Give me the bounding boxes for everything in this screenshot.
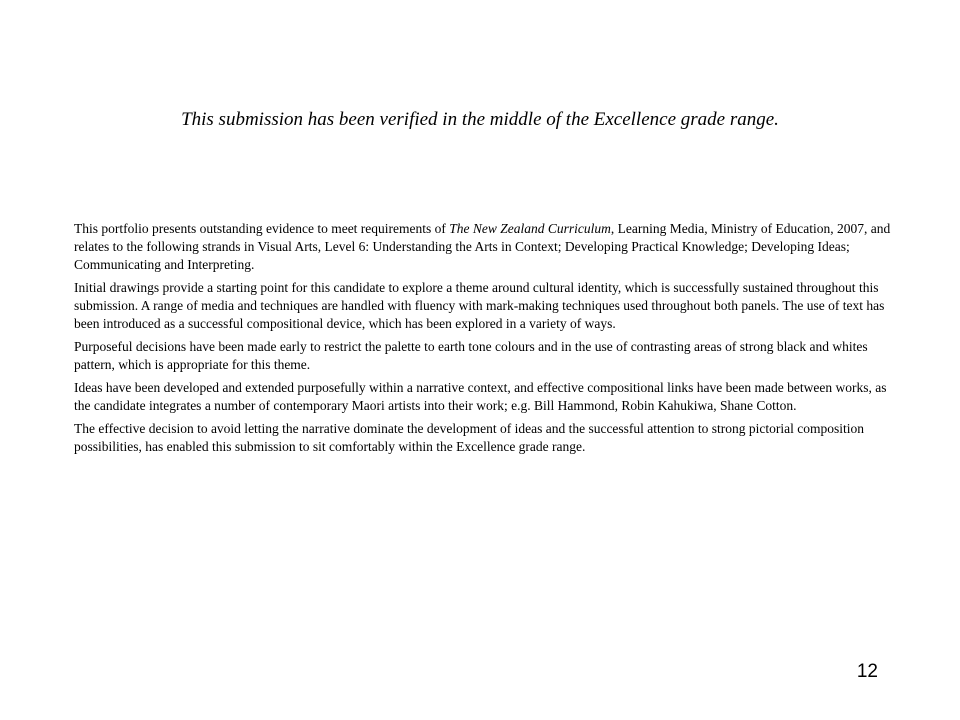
paragraph-ideas: Ideas have been developed and extended purposefully within a narrative context, and effective compositional links have been made between works, as the candidate integrates a number of contemporary Maori artists into their work; e.g. Bill Hammond, Robin Kahukiwa, Shane Cotton. bbox=[74, 380, 887, 413]
paragraph-conclusion: The effective decision to avoid letting the narrative dominate the development of ideas and the successful attention to strong pictorial composition possibilities, has enabled this submission to sit comfortably within the Excellence grade range. bbox=[74, 421, 865, 454]
paragraph-curriculum bbox=[74, 220, 904, 274]
verification-headline: This submission has been verified in the middle of the Excellence grade range. bbox=[181, 109, 779, 130]
paragraph-initial-drawings: Initial drawings provide a starting point for this candidate to explore a theme around cultural identity, which is successfully sustained throughout this submission. A range of media and techniques are handled with fluency with mark-making techniques used throughout both panels. The use of text has been introduced as a successful compositional device, which has been explored in a variety of ways. bbox=[74, 280, 885, 331]
curriculum-title: The New Zealand Curriculum bbox=[449, 221, 611, 236]
paragraph-curriculum-rest: , Learning Media, Ministry of Education, 2007, and relates to the following strands in Visual Arts, Level 6: Understanding the Arts in Context; Developing Practical Knowledge; Developing Ideas; Communicating and Interpreting. bbox=[74, 221, 891, 272]
paragraph-curriculum-intro: This portfolio presents outstanding evidence to meet requirements of bbox=[74, 221, 450, 236]
assessment-commentary bbox=[74, 220, 904, 461]
page-number: 12 bbox=[856, 661, 878, 682]
paragraph-palette: Purposeful decisions have been made early to restrict the palette to earth tone colours and in the use of contrasting areas of strong black and whites pattern, which is appropriate for this theme. bbox=[74, 339, 868, 372]
